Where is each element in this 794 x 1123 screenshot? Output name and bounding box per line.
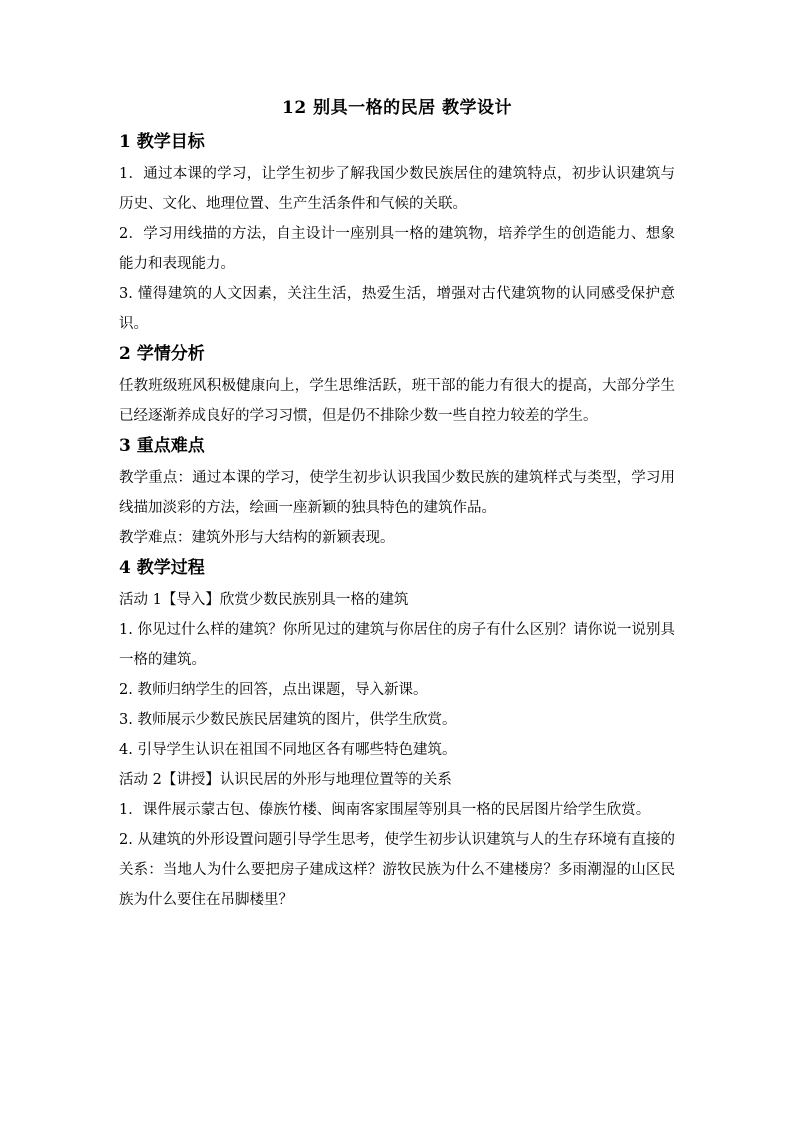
activity-item: 4. 引导学生认识在祖国不同地区各有哪些特色建筑。 bbox=[119, 742, 457, 758]
activity-item: 2. 教师归纳学生的回答，点出课题，导入新课。 bbox=[119, 682, 428, 698]
activity-item: 3. 教师展示少数民族民居建筑的图片，供学生欣赏。 bbox=[119, 712, 457, 728]
activity-title: 活动 2【讲授】认识民居的外形与地理位置等的关系 bbox=[119, 772, 452, 788]
section-heading-teaching-process: 4 教学过程 bbox=[119, 558, 205, 578]
section-heading-key-points: 3 重点难点 bbox=[119, 436, 205, 456]
document-body bbox=[119, 96, 675, 915]
activity-item: 1. 你见过什么样的建筑？你所见过的建筑与你居住的房子有什么区别？请你说一说别具一格的建筑。 bbox=[119, 622, 675, 668]
student-analysis-paragraph: 任教班级班风积极健康向上，学生思维活跃，班干部的能力有很大的提高，大部分学生已经逐渐养成良好的学习习惯，但是仍不排除少数一些自控力较差的学生。 bbox=[119, 378, 675, 424]
activity-item: 2. 从建筑的外形设置问题引导学生思考，使学生初步认识建筑与人的生存环境有直接的关系：当地人为什么要把房子建成这样？游牧民族为什么不建楼房？多雨潮湿的山区民族为什么要住在吊脚楼里？ bbox=[119, 832, 675, 908]
difficulty-paragraph: 教学难点：建筑外形与大结构的新颖表现。 bbox=[119, 530, 395, 546]
section-heading-student-analysis: 2 学情分析 bbox=[119, 344, 205, 364]
objective-paragraph: 1．通过本课的学习，让学生初步了解我国少数民族居住的建筑特点，初步认识建筑与历史、文化、地理位置、生产生活条件和气候的关联。 bbox=[119, 166, 675, 212]
key-point-paragraph: 教学重点：通过本课的学习，使学生初步认识我国少数民族的建筑样式与类型，学习用线描加淡彩的方法，绘画一座新颖的独具特色的建筑作品。 bbox=[119, 470, 675, 516]
objective-paragraph: 3. 懂得建筑的人文因素，关注生活，热爱生活，增强对古代建筑物的认同感受保护意识。 bbox=[119, 286, 675, 332]
document-title: 12 别具一格的民居 教学设计 bbox=[282, 98, 512, 118]
activity-title: 活动 1【导入】欣赏少数民族别具一格的建筑 bbox=[119, 592, 409, 608]
objective-paragraph: 2．学习用线描的方法，自主设计一座别具一格的建筑物，培养学生的创造能力、想象能力和表现能力。 bbox=[119, 226, 675, 272]
section-heading-objectives: 1 教学目标 bbox=[119, 132, 205, 152]
activity-item: 1．课件展示蒙古包、傣族竹楼、闽南客家围屋等别具一格的民居图片给学生欣赏。 bbox=[119, 802, 651, 818]
